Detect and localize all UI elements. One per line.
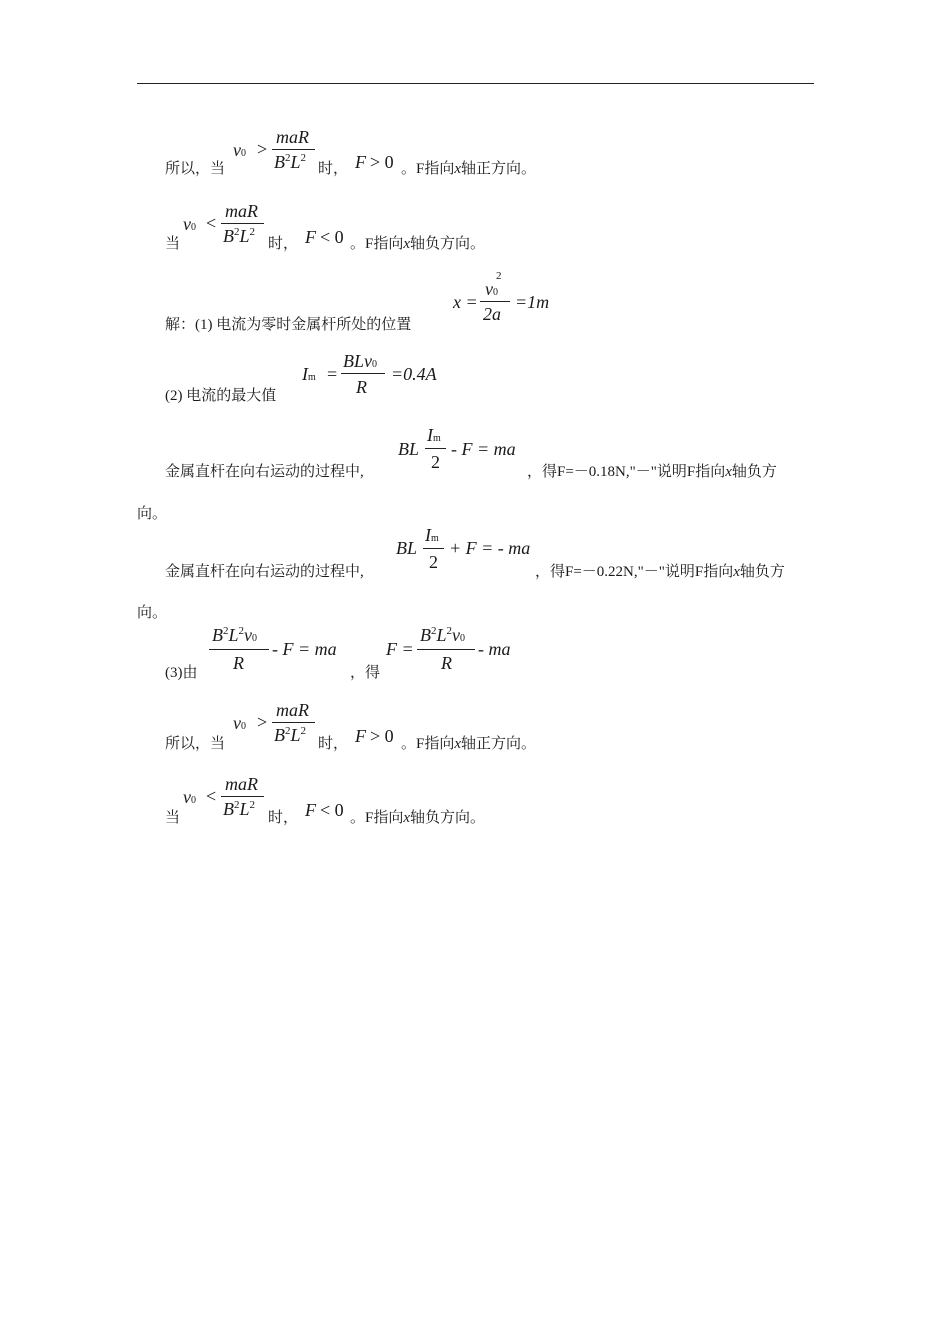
fraction-numerator: BLv0: [343, 351, 377, 371]
fraction2-numerator: $B^2L^2v0$: [420, 625, 466, 645]
F-symbol: F: [305, 800, 316, 820]
equals: =: [327, 364, 338, 384]
fraction-numerator: Im: [425, 525, 439, 545]
condition: < 0: [320, 800, 344, 820]
fraction-bar: [423, 548, 444, 549]
v0-symbol: v0: [233, 140, 246, 160]
fraction2-denominator: R: [441, 653, 452, 673]
operator: >: [257, 712, 268, 732]
fraction-numerator: Im: [427, 425, 441, 445]
result-text: ，得F=－0.18N,"－"说明F指向x轴负方: [527, 464, 777, 480]
rhs: =1m: [515, 292, 550, 312]
fraction-bar: [480, 301, 510, 302]
fraction-denominator: $B^2L^2$: [274, 725, 307, 745]
text-mid: 时，: [268, 236, 299, 252]
part3-text: (3)由: [165, 665, 198, 681]
fraction1-denominator: R: [233, 653, 244, 673]
rest: + F = - ma: [449, 538, 531, 558]
fraction1-numerator: $B^2L^2v0$: [212, 625, 258, 645]
wrap-text: 向。: [137, 605, 168, 621]
condition: > 0: [370, 152, 394, 172]
operator: <: [206, 786, 217, 806]
solution-text: (2) 电流的最大值: [165, 388, 277, 404]
BL: BL: [396, 538, 418, 558]
x-lhs: x =: [453, 292, 478, 312]
rhs: =0.4A: [391, 364, 437, 384]
fraction-denominator: $B^2L^2$: [223, 226, 256, 246]
fraction-denominator: 2: [431, 452, 440, 472]
header-rule: [137, 83, 814, 84]
fraction-bar: [272, 149, 315, 150]
F-symbol: F: [355, 726, 366, 746]
fraction-bar: [272, 722, 315, 723]
text-prefix: 所以，当: [165, 736, 226, 752]
operator: >: [257, 139, 268, 159]
fraction2-bar: [417, 649, 475, 650]
text-mid: 时，: [318, 161, 349, 177]
fraction-denominator: $B^2L^2$: [223, 799, 256, 819]
BL: BL: [398, 439, 420, 459]
text-prefix: 所以，当: [165, 161, 226, 177]
fraction-numerator: maR: [276, 700, 309, 720]
text-suffix: 。F指向x轴负方向。: [350, 236, 486, 252]
text-prefix: 当: [165, 236, 181, 252]
fraction-bar: [221, 796, 264, 797]
fraction-bar: [341, 373, 385, 374]
fraction-denominator: $B^2L^2$: [274, 152, 307, 172]
fraction-numerator: maR: [276, 127, 309, 147]
text-suffix: 。F指向x轴正方向。: [401, 736, 537, 752]
text-suffix: 。F指向x轴负方向。: [350, 810, 486, 826]
fraction-bar: [221, 223, 264, 224]
result-text: ，得F=－0.22N,"－"说明F指向x轴负方: [535, 564, 785, 580]
rest: - F = ma: [451, 439, 516, 459]
text-prefix: 当: [165, 810, 181, 826]
F-symbol: F: [355, 152, 366, 172]
v0-symbol: v0: [183, 214, 196, 234]
rest2: - ma: [478, 639, 511, 659]
equation-text: 金属直杆在向右运动的过程中,: [165, 464, 364, 480]
F-lhs: F =: [386, 639, 414, 659]
solution-text: 解：(1) 电流为零时金属杆所处的位置: [165, 317, 412, 333]
text-mid: 时，: [318, 736, 349, 752]
condition: < 0: [320, 227, 344, 247]
wrap-text: 向。: [137, 506, 168, 522]
text-suffix: 。F指向x轴正方向。: [401, 161, 537, 177]
fraction-denominator: R: [356, 377, 367, 397]
fraction-numerator: $v0^2$: [485, 270, 502, 299]
fraction1-bar: [209, 649, 269, 650]
I-symbol: Im: [302, 364, 316, 384]
fraction-numerator: maR: [225, 774, 258, 794]
operator: <: [206, 213, 217, 233]
v0-symbol: v0: [183, 787, 196, 807]
fraction-numerator: maR: [225, 201, 258, 221]
condition: > 0: [370, 726, 394, 746]
F-symbol: F: [305, 227, 316, 247]
v0-symbol: v0: [233, 713, 246, 733]
fraction-denominator: 2a: [483, 304, 501, 324]
mid-text: ，得: [350, 665, 381, 681]
text-mid: 时，: [268, 810, 299, 826]
rest1: - F = ma: [272, 639, 337, 659]
fraction-denominator: 2: [429, 552, 438, 572]
fraction-bar: [425, 448, 446, 449]
equation-text: 金属直杆在向右运动的过程中,: [165, 564, 364, 580]
